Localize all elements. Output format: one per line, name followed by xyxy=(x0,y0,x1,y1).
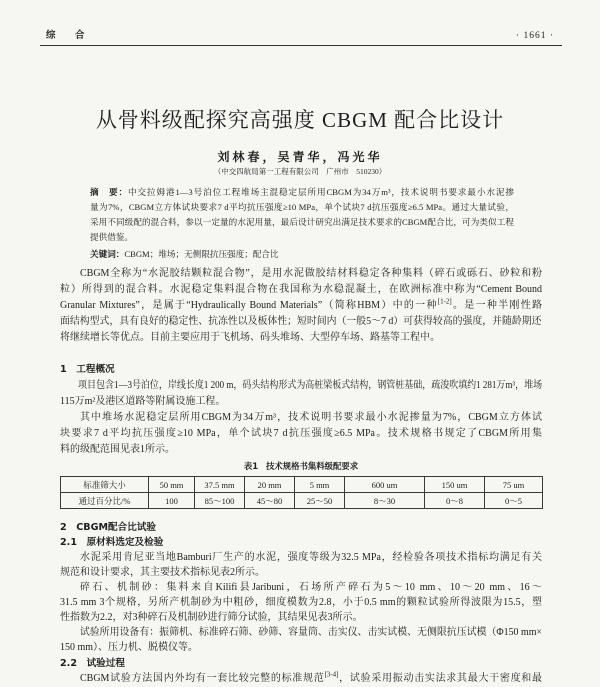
keywords-text: CBGM；堆场；无侧限抗压强度；配合比 xyxy=(124,249,279,259)
text-line: 其中堆场水泥稳定层所用CBGM为34万m³，技术说明书要求最小水泥掺量为7%，CBGM立方体试 xyxy=(80,412,542,423)
text-segment: 。是一种半刚性路 xyxy=(451,300,542,311)
table-cell: 100 xyxy=(149,493,195,509)
table-header-cell: 75 um xyxy=(485,477,543,493)
author-affiliation: （中交四航局第一工程有限公司 广州市 510230） xyxy=(213,167,387,176)
text-line: 性指数为2.2，对3种碎石及机制砂进行筛分试验，其结果见表3所示。 xyxy=(60,612,363,623)
subsection-heading: 2.1 原材料选定及检验 xyxy=(60,537,164,548)
abstract-text: 中交拉姆港1—3号泊位工程堆场主混稳定层所用CBGM为34万m³，技术说明书要求最小水泥掺 xyxy=(128,187,514,197)
text-line: 规范和设计要求，其主要技术指标见表2所示。 xyxy=(60,567,265,578)
journal-section-label: 综 合 xyxy=(46,31,90,41)
text-line: 150 mm）、压力机、脱模仪等。 xyxy=(60,642,199,653)
table-header-cell: 600 um xyxy=(345,477,425,493)
text-segment: Granular Mixtures”，是属于“Hydraulically Bound Materials”（简称HBM）中的一种 xyxy=(60,300,438,311)
paper-title: 从骨料级配探究高强度 CBGM 配合比设计 xyxy=(95,108,505,132)
text-line xyxy=(60,298,542,314)
citation: [1-2] xyxy=(437,297,452,306)
text-line: 31.5 mm 3个规格，另所产机制砂为中粗砂，细度模数为2.8，小于0.5 mm的颗粒试验所得波限为15.5，塑 xyxy=(60,597,542,608)
keywords xyxy=(90,247,514,262)
abstract-line xyxy=(90,185,514,200)
table-header-cell: 标准筛大小 xyxy=(61,477,149,493)
abstract xyxy=(90,185,514,245)
table-cell: 通过百分比/% xyxy=(61,493,149,509)
table-caption-text: 技术规格书集料级配要求 xyxy=(266,461,359,471)
table-header-cell: 37.5 mm xyxy=(195,477,245,493)
text-line: 料的级配范围见表1所示。 xyxy=(60,444,175,455)
text-line: 粒）所得到的混合料。水泥稳定集料混合物在我国称为水稳混凝土，在欧洲标准中称为“Cement Bound xyxy=(60,284,542,295)
table-cell: 25～50 xyxy=(295,493,345,509)
abstract-line: 量为7%，CBGM立方体试块要求7 d平均抗压强度≥10 MPa，单个试块7 d抗压强度≥6.5 MPa。通过大量试验， xyxy=(90,202,514,212)
section-body xyxy=(60,378,542,458)
keywords-line xyxy=(90,247,514,262)
text-line: 项目包含1—3号泊位，岸线长度1 200 m，码头结构形式为高桩梁板式结构，钢管桩基础，疏浚吹填约1 281万m³，堆场 xyxy=(77,380,543,391)
text-line xyxy=(60,671,542,686)
table-header-row xyxy=(61,477,543,493)
text-line: 试验所用设备有：振筛机、标准碎石筛、砂筛、容量筒、击实仪、击实试模、无侧限抗压试模（Φ150 mm× xyxy=(79,627,543,638)
keywords-label: 关键词： xyxy=(90,249,125,259)
section-body xyxy=(60,671,542,686)
table-caption xyxy=(60,459,542,473)
table-header-cell: 50 mm xyxy=(149,477,195,493)
table-row xyxy=(61,493,543,509)
table-cell: 0～5 xyxy=(485,493,543,509)
section-body xyxy=(60,550,542,655)
table-cell: 85～100 xyxy=(195,493,245,509)
table-cell: 45～80 xyxy=(245,493,295,509)
table-cell: 0～8 xyxy=(425,493,485,509)
header-rule xyxy=(40,45,562,46)
table-header-cell: 5 mm xyxy=(295,477,345,493)
table-caption-label: 表1 xyxy=(243,461,259,471)
section-heading: 2 CBGM配合比试验 xyxy=(60,522,157,533)
text-segment: ，试验采用振动击实法求其最大干密度和最 xyxy=(338,673,543,684)
text-line: 115万m²及港区道路等附属设施工程。 xyxy=(60,396,226,407)
abstract-label: 摘 要： xyxy=(90,187,128,197)
section-heading: 1 工程概况 xyxy=(60,364,115,375)
abstract-line: 采用不同级配的混合料，参以一定量的水泥用量，最后设计研究出满足技术要求的CBGM配合比，可为类似工程 xyxy=(90,217,514,227)
text-line: 水泥采用肯尼亚当地Bamburi厂生产的水泥，强度等级为32.5 MPa，经检验各项技术指标均满足有关 xyxy=(80,552,542,563)
text-segment: CBGM试验方法国内外均有一套比较完整的标准规范 xyxy=(80,673,325,684)
citation: [3-4] xyxy=(324,670,339,679)
table xyxy=(60,476,543,509)
author-list: 刘林春，吴青华，冯光华 xyxy=(217,150,383,164)
abstract-line: 提供借鉴。 xyxy=(90,232,133,242)
text-line: 面结构型式，具有良好的稳定性、抗冻性以及板体性；短时间内（一般5～7 d）可获得较高的强度，并随龄期还 xyxy=(60,316,542,327)
page-number: · 1661 · xyxy=(515,31,554,41)
table-header-cell: 20 mm xyxy=(245,477,295,493)
text-line: 将继续增长等优点。目前主要应用于飞机场、码头堆场、大型停车场、路基等工程中。 xyxy=(60,332,440,343)
intro-paragraph xyxy=(60,266,542,346)
text-line: 碎石、机制砂：集料来自Kilifi县Jaribuni，石场所产碎石为5～10 mm、10～20 mm、16～ xyxy=(80,582,542,593)
text-line: CBGM全称为“水泥胶结颗粒混合物”，是用水泥做胶结材料稳定各种集料（碎石或砾石、砂粒和粉 xyxy=(80,268,542,279)
text-line: 块要求7 d平均抗压强度≥10 MPa，单个试块7 d抗压强度≥6.5 MPa。技术规格书规定了CBGM所用集 xyxy=(60,428,542,439)
gradation-table xyxy=(60,476,542,509)
table-cell: 8～30 xyxy=(345,493,425,509)
table-header-cell: 150 um xyxy=(425,477,485,493)
subsection-heading: 2.2 试验过程 xyxy=(60,658,125,669)
